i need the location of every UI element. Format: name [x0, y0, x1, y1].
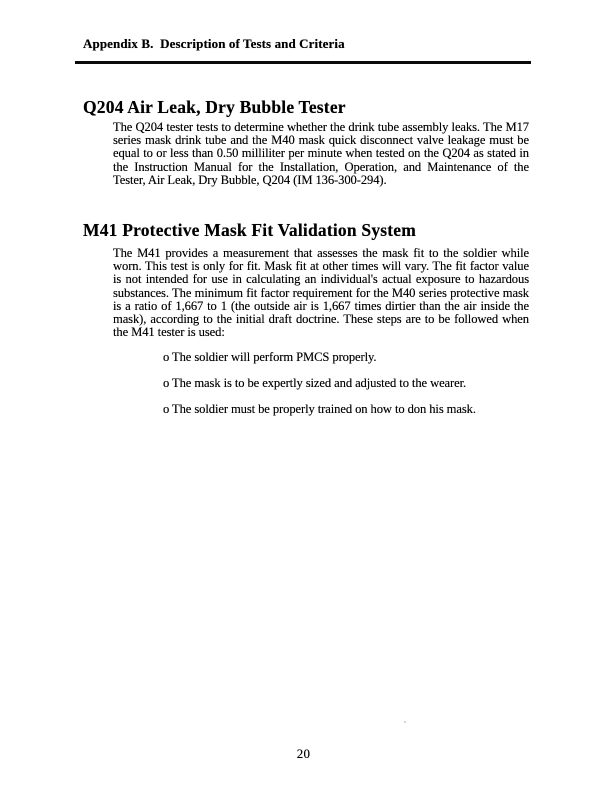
page-number: 20 [296, 746, 311, 761]
list-item: o The soldier will perform PMCS properly. [163, 350, 377, 364]
list-item: o The soldier must be properly trained on how to don his mask. [163, 402, 476, 416]
header-rule [75, 61, 531, 64]
bullet-list [163, 351, 533, 429]
running-header: Appendix B. Description of Tests and Criteria [83, 36, 345, 51]
section-body-m41: The M41 provides a measurement that assesses the mask fit to the soldier while worn. This test is only for fit. Mask fit at other times will vary. The fit factor value is not intended for use in calculating an individual's actual exposure to hazardous substances. The minimum fit factor requirement for the M40 series protective mask is a ratio of 1,667 to 1 (the outside air is 1,667 times dirtier than the air inside the mask), according to the initial draft doctrine. These steps are to be followed when the M41 tester is used: [113, 246, 529, 340]
scan-artifact [404, 721, 406, 723]
section-body-q204: The Q204 tester tests to determine whether the drink tube assembly leaks. The M17 series mask drink tube and the M40 mask quick disconnect valve leakage must be equal to or less than 0.50 milliliter per minute when tested on the Q204 as stated in the Instruction Manual for the Installation, Operation, and Maintenance of the Tester, Air Leak, Dry Bubble, Q204 (IM 136-300-294). [113, 120, 529, 187]
section-heading-q204: Q204 Air Leak, Dry Bubble Tester [83, 97, 346, 117]
list-item: o The mask is to be expertly sized and adjusted to the wearer. [163, 376, 467, 390]
section-heading-m41: M41 Protective Mask Fit Validation System [83, 220, 417, 240]
